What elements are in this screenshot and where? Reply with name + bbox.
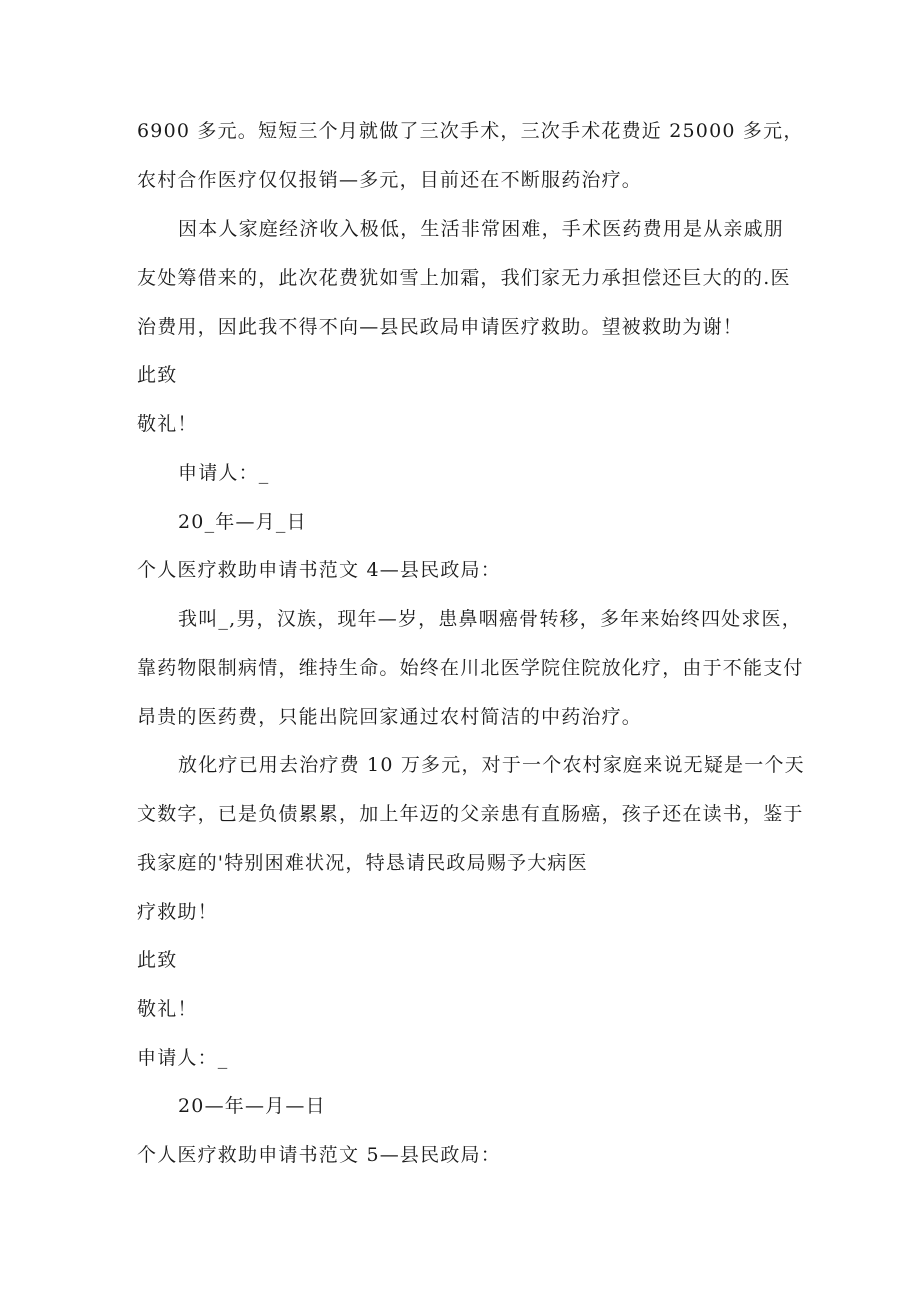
text-line: 因本人家庭经济收入极低，生活非常困难，手术医药费用是从亲戚朋 (178, 218, 785, 240)
text-line: 申请人：_ (137, 1047, 229, 1069)
text-line: 靠药物限制病情，维持生命。始终在川北医学院住院放化疗，由于不能支付 (137, 657, 804, 679)
text-line: 个人医疗救助申请书范文 5—县民政局： (137, 1144, 501, 1166)
text-line: 我家庭的'特别困难状况，特恳请民政局赐予大病医 (137, 852, 588, 874)
text-line: 敬礼！ (137, 998, 198, 1020)
text-line: 20—年—月—日 (178, 1095, 326, 1117)
text-line: 此致 (137, 949, 178, 971)
text-line: 20_年—月_日 (178, 511, 307, 533)
text-line: 6900 多元。短短三个月就做了三次手术，三次手术花费近 25000 多元， (137, 120, 804, 142)
text-line: 放化疗已用去治疗费 10 万多元，对于一个农村家庭来说无疑是一个天 (178, 754, 805, 776)
text-line: 治费用，因此我不得不向—县民政局申请医疗救助。望被救助为谢！ (137, 316, 744, 338)
text-line: 申请人：_ (178, 462, 270, 484)
text-line: 此致 (137, 364, 178, 386)
text-line: 我叫_,男，汉族，现年—岁，患鼻咽癌骨转移，多年来始终四处求医， (178, 608, 802, 630)
text-line: 个人医疗救助申请书范文 4—县民政局： (137, 559, 501, 581)
text-line: 文数字，已是负债累累，加上年迈的父亲患有直肠癌，孩子还在读书，鉴于 (137, 803, 804, 825)
text-line: 友处筹借来的，此次花费犹如雪上加霜，我们家无力承担偿还巨大的的.医 (137, 267, 791, 289)
text-line: 昂贵的医药费，只能出院回家通过农村简洁的中药治疗。 (137, 706, 643, 728)
text-line: 疗救助！ (137, 901, 218, 923)
text-line: 敬礼！ (137, 413, 198, 435)
text-line: 农村合作医疗仅仅报销—多元，目前还在不断服药治疗。 (137, 169, 643, 191)
